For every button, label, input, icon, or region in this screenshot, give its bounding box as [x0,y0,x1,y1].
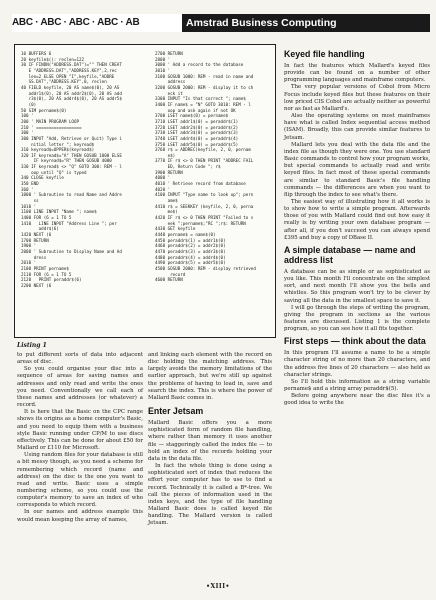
article-column-3 [284,46,430,408]
paragraph: The very popular versions of Cobol from Micro Focus include keyed files but these features on their low priced CIS Cobol are actually neither as powerful nor as fast as Mallard's. [284,84,430,112]
paragraph: So you could organise your disc into a sequence of areas for saving names and addresses and only read and write the ones you need. Conventionally we call each of these names and addresses (or whatever) a record. [17,366,143,409]
paragraph: to put different sorts of data into adjacent areas of disc. [17,352,143,366]
paragraph: and linking each element with the record on disc holding the matching address. This largely avoids the memory limitations of the earlier approach, but we're still up against the problems of having to load in, save and search the index. This is where the power of Mallard Basic comes in. [148,352,272,401]
paragraph: Also the operating systems on most mainframes have what is called Index sequential access method (ISAM). Broadly, this can provide similar features to Jetsam. [284,113,430,141]
paragraph: Using random files for your database is still a bit messy though, as you need a scheme for remembering which record (name and address) on the disc is the one you want to read and write. Basic uses a simple numbering scheme, so you could use the computer's memory to save an index of who corresponds to which record. [17,452,143,509]
code-listing-left-column: 10 BUFFERS 6 20 keyfile$(): reclen=122 30 IF FINDN("ADDRESS.DAT")="" THEN CREAT E "ADDRESS.DAT","ADDRESS.KEY",2,rec len=2 ELSE OPEN "I",keyfile,"ADDRE SS.DAT","ADDRESS.KEY",0, reclen 40 FIELD keyfile, 20 AS name$(0), 20 AS addr1$(0), 20 AS addr2$(0), 20 AS add r3$(0), 20 AS addr4$(0), 20 AS addr5$ (0) 50 SIM pername$(0) 100 ' 200 ' MAIN PROGRAM LOOP 210 ' ================== 300 ' 300 INPUT "Add, Retrieve or Quit) Type i nitial letter "; keyread$ 310 keyread$=UPPER$(keyread$) 320 IF keyread$="A" THEN GOSUB 1000 ELSE IF keyread$="R" THEN GOSUB 4000 330 IF keyread$ <> "Q" GOTO 300: REM - l oop until "Q" is typed 340 CLOSE keyfile 350 END 360 ' 1000 ' Subroutine to read Name and Addre ss 1010 ' 1100 LINE INPUT "Name "; name$ 1400 FOR (6 = 1 TO 5 1410 LINE INPUT "Address Line "; per addr$(6) 1420 NEXT (6 1700 RETURN 1900 ' 2000 ' Subroutine to Display Name and Ad dress 2010 ' 2100 PRINT pername$ 2110 FOR (6 = 1 TO 5 2120 PRINT peraddr$(6) 2200 NEXT (6 [21,51,122,288]
section-heading-simple-database: A simple database — name and address list [284,244,416,265]
paragraph: In fact the whole thing is done using a sophisticated sort of index that reduces the effort your computer has to use to find a record. Technically it is called a B*-tree. We call the pieces of information used in the index keys, and the type of file handling Mallard Basic does is called keyed file handling. The Mallard version is called Jetsam. [148,463,272,527]
listing-caption: Listing 1 [17,342,47,349]
paragraph: The easiest way of illustrating how it all works is to show how to write a simple program. Afterwards those of you with Mallard could find out how easy it really is by writing your own database program — after all, if you don't succeed you can always spend £395 and buy a copy of DBase II. [284,198,430,241]
paragraph: In fact the features which Mallard's keyed files provide can be found on a number of other programming languages and mainframe computers. [284,63,430,84]
paragraph: Mallard Basic offers you a more sophisticated form of random file handling, where rather than memory it uses another file — staggeringly called the index file — to hold an index of the records holding your data in the data file. [148,420,272,462]
page-header [12,14,430,32]
page-number: •XIII• [206,583,230,590]
section-heading-enter-jetsam: Enter Jetsam [148,406,204,417]
paragraph: So I'll hold this information as a string variable pername$ and a string array peraddr$(5). [284,378,430,393]
paragraph: Before going anywhere near the disc files it's a good idea to write the [284,393,430,407]
section-heading-keyed-file-handling: Keyed file handling [284,49,365,59]
paragraph: Mallard lets you deal with the data file and the index file as though they were one. You use standard Basic commands to control how your program works, but special commands to actually read and write keyed files. In fact most of these special commands are similar to standard Basic's file handling commands — the differences are when you want to flip through the index to see what's there. [284,141,430,198]
header-title: Amstrad Business Computing [182,14,430,32]
paragraph: It is here that the Basic on the CPC range shows its origins as a home computer's Basic, and you need to equip them with a business style Basic running under CP/M to use discs effectively. This can be done for about £50 for Mallard or £110 for Microsoft. [17,409,143,452]
article-column-1 [17,352,143,524]
paragraph: In this program I'll assume a name to be a simple character string of no more than 20 characters, and the address five lines of 20 characters — also held as character strings. [284,350,430,378]
code-listing-right-column: 2700 RETURN 2800 ' 3000 ' Add a record to the database 3010 ' 3100 GOSUB 1000: REM - read in name and address 3200 GOSUB 2000: REM - display it to ch eck it 3300 INPUT "Is that correct "; name$ 3400 IF name$ = "N" GOTO 3010: REM - l oop and ask again if not OK 3700 LSET name$(0) = pername$ 3710 LSET addr1$(0) = peraddr$(1) 3720 LSET addr2$(0) = peraddr$(2) 3730 LSET addr3$(0) = peraddr$(3) 3740 LSET addr4$(0) = peraddr$(4) 3750 LSET addr5$(0) = peraddr$(5) 3760 r$ = ADDREC(keyfile, 2, 0, pernam e$) 3770 IF r$ <> 0 THEN PRINT "ADDREC FAIL ED, Return Code "; r$ 3900 RETURN 4000 ' 4010 ' Retrieve record from database 4020 ' 4100 INPUT "Type name to look up"; pern ame$ 4410 r$ = SEEKKEY (keyfile, 2, 0, perna me$) 4420 IF r$ <> 0 THEN PRINT "Failed to s eek ";pername$;"RC ";r$: RETURN 4430 GET keyfile 4440 pername$ = name$(0) 4450 peraddr$(1) = addr1$(0) 4460 peraddr$(2) = addr2$(0) 4470 peraddr$(3) = addr3$(0) 4480 peraddr$(4) = addr4$(0) 4490 peraddr$(5) = addr5$(0) 4500 GOSUB 2000: REM - display retrieved record 4600 RETURN [155,51,256,283]
paragraph: In our names and address example this would mean keeping the array of names, [17,509,143,523]
paragraph: I will go through the steps of writing the program, giving the program in sections as the various features are discussed. Listing 1 is the complete program, so you can see how it all fits together. [284,304,430,333]
section-heading-first-steps: First steps — think about the data [284,336,426,347]
paragraph: A database can be as simple or as sophisticated as you like. This month I'll concentrate on the simplest sort, and next month I'll show you the bells and whistles. So this program won't try to be clever by saving all the data in the smallest space to save it. [284,268,430,304]
article-column-2 [148,352,272,527]
code-listing-box [14,44,276,338]
header-abc-strip: ABC · ABC · ABC · ABC · AB [12,14,182,32]
